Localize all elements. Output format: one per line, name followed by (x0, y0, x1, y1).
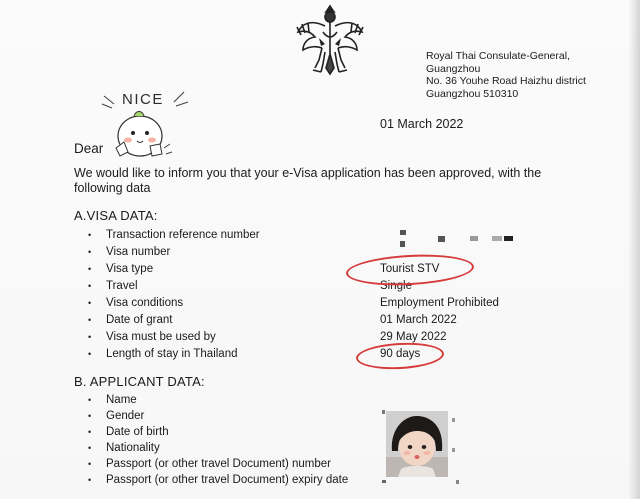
bullet: • (88, 298, 92, 308)
applicant-row (88, 472, 348, 488)
bullet: • (88, 281, 92, 291)
applicant-row (88, 408, 144, 424)
visa-row (88, 227, 260, 243)
redaction-mark (382, 410, 385, 414)
applicant-row (88, 456, 331, 472)
applicant-row-label: Nationality (106, 442, 160, 454)
redaction-mark (438, 236, 445, 242)
travel-value: Single (380, 280, 412, 292)
redaction-mark (456, 480, 459, 484)
redaction-mark (400, 241, 405, 247)
applicant-row-label: Name (106, 394, 137, 406)
visa-row (88, 244, 170, 260)
redaction-mark (452, 448, 455, 452)
bullet: • (88, 332, 92, 342)
visa-row-label: Transaction reference number (106, 229, 260, 241)
applicant-row (88, 424, 169, 440)
letter-date: 01 March 2022 (380, 117, 464, 131)
applicant-portrait-icon (386, 411, 448, 477)
applicant-row (88, 440, 160, 456)
redaction-mark (504, 236, 513, 241)
redaction-mark (382, 480, 386, 483)
bullet: • (88, 264, 92, 274)
section-b-title: B. APPLICANT DATA: (74, 374, 205, 389)
applicant-row-label: Date of birth (106, 426, 169, 438)
page-edge-shadow (628, 0, 640, 499)
bullet: • (88, 443, 92, 453)
applicant-row (88, 392, 137, 408)
intro-paragraph: We would like to inform you that your e-Visa application has been approved, with the following data (74, 166, 542, 195)
address-line: No. 36 Youhe Road Haizhu district (426, 75, 586, 87)
applicant-row-label: Passport (or other travel Document) number (106, 458, 331, 470)
nice-sticker (98, 86, 190, 166)
greeting: Dear (74, 141, 104, 156)
applicant-photo (386, 411, 448, 477)
visa-row-label: Travel (106, 280, 138, 292)
address-line: Guangzhou (426, 62, 481, 75)
visa-row (88, 346, 238, 362)
visa-row (88, 278, 138, 294)
bullet: • (88, 349, 92, 359)
address-line: Royal Thai Consulate-General, (426, 50, 570, 62)
applicant-row-label: Passport (or other travel Document) expiry date (106, 474, 349, 486)
bullet: • (88, 475, 92, 485)
bullet: • (88, 230, 92, 240)
visa-type-value: Tourist STV (380, 263, 440, 275)
bullet: • (88, 247, 92, 257)
date-of-grant-value: 01 March 2022 (380, 314, 457, 326)
visa-row-label: Visa type (106, 263, 154, 275)
section-a-title: A.VISA DATA: (74, 208, 158, 223)
bullet: • (88, 395, 92, 405)
visa-row (88, 329, 216, 345)
applicant-row-label: Gender (106, 410, 145, 422)
visa-row (88, 312, 172, 328)
visa-row (88, 261, 153, 277)
redaction-mark (470, 236, 478, 241)
visa-conditions-value: Employment Prohibited (380, 297, 499, 309)
annotation-circle-visa-type (345, 252, 474, 289)
length-of-stay-value: 90 days (380, 348, 421, 360)
visa-row (88, 295, 183, 311)
visa-row-label: Visa conditions (106, 297, 184, 309)
visa-row-label: Date of grant (106, 314, 173, 326)
bullet: • (88, 411, 92, 421)
bullet: • (88, 315, 92, 325)
redaction-mark (400, 230, 406, 235)
garuda-emblem-icon (295, 2, 365, 76)
visa-used-by-value: 29 May 2022 (380, 331, 447, 343)
visa-row-label: Length of stay in Thailand (106, 348, 238, 360)
redaction-mark (492, 236, 502, 241)
annotation-circle-length-of-stay (355, 341, 444, 372)
visa-row-label: Visa must be used by (106, 331, 216, 343)
sticker-text: NICE (122, 91, 164, 108)
bullet: • (88, 427, 92, 437)
visa-row-label: Visa number (106, 246, 171, 258)
address-line: Guangzhou 510310 (426, 87, 519, 100)
redaction-mark (452, 418, 455, 422)
bullet: • (88, 459, 92, 469)
consulate-address (426, 50, 586, 100)
